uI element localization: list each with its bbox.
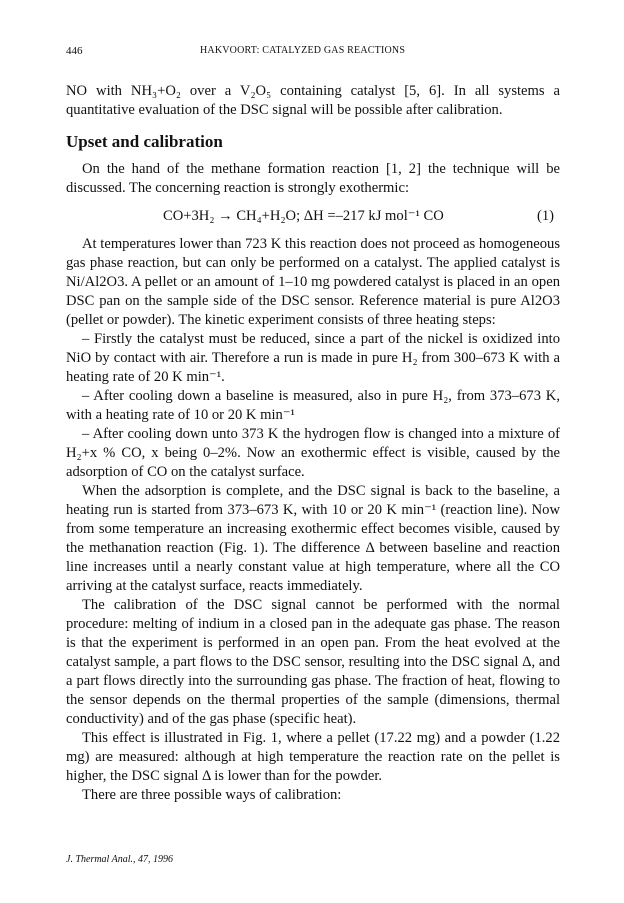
body-text [66, 82, 560, 805]
paragraph-catalyst: At temperatures lower than 723 K this reaction does not proceed as homogeneous gas phase reaction, but can only be performed on a catalyst. The applied catalyst is Ni/Al2O3. A pellet or an amount of 1–10 mg powdered catalyst is placed in an open DSC pan on the sample side of the DSC sensor. Reference material is pure Al2O3 (pellet or powder). The kinetic experiment consists of three heating steps: [66, 236, 560, 328]
paragraph-calibration: The calibration of the DSC signal cannot be performed with the normal procedure: melting of indium in a closed pan in the adequate gas phase. The reason is that the experiment is performed in an open pan. From the heat evolved at the catalyst sample, a part flows to the DSC sensor, resulting into the DSC signal Δ, and a part flows directly into the surrounding gas phase. The fraction of heat, flowing to the sensor depends on the thermal properties of the sample (dimensions, thermal conductivity) and of the gas phase (specific heat). [66, 597, 560, 727]
paragraph-continued: NO with NH₃+O₂ over a V₂O₅ containing catalyst [5, 6]. In all systems a quantitative evaluation of the DSC signal will be possible after calibration. [66, 83, 560, 118]
section-heading: Upset and calibration [66, 132, 223, 151]
paragraph-intro: On the hand of the methane formation reaction [1, 2] the technique will be discussed. The concerning reaction is strongly exothermic: [66, 161, 560, 196]
paragraph-calibration-ways: There are three possible ways of calibration: [82, 787, 342, 803]
paragraph-fig-1-effect: This effect is illustrated in Fig. 1, where a pellet (17.22 mg) and a powder (1.22 mg) are measured: although at high temperature the reaction rate on the pellet is higher, the DSC signal Δ is lower than for the powder. [66, 730, 560, 784]
page-number: 446 [66, 45, 83, 57]
running-head: HAKVOORT: CATALYZED GAS REACTIONS [200, 45, 406, 56]
equation-number: (1) [536, 208, 554, 224]
equation-1 [66, 205, 560, 227]
paragraph-step-1: – Firstly the catalyst must be reduced, since a part of the nickel is oxidized into NiO by contact with air. Therefore a run is made in pure H₂ from 300–673 K with a heating rate of 20 K min⁻¹. [66, 331, 560, 385]
paragraph-reaction-line: When the adsorption is complete, and the DSC signal is back to the baseline, a heating run is started from 373–673 K, with 10 or 20 K min⁻¹ (reaction line). Now from some temperature an increasing exothermic effect becomes visible, caused by the methanation reaction (Fig. 1). The difference Δ between baseline and reaction line increases until a nearly constant value at high temperature, where all the CO arriving at the catalyst surface, reacts immediately. [66, 483, 560, 594]
paragraph-step-2: – After cooling down a baseline is measured, also in pure H₂, from 373–673 K, with a heating rate of 10 or 20 K min⁻¹ [66, 388, 560, 423]
equation-text: CO+3H₂ → CH₄+H₂O; ΔH =–217 kJ mol⁻¹ CO [163, 208, 444, 224]
paragraph-step-3: – After cooling down unto 373 K the hydrogen flow is changed into a mixture of H₂+x % CO, x being 0–2%. Now an exothermic effect is visible, caused by the adsorption of CO on the catalyst surface. [66, 426, 560, 480]
journal-citation: J. Thermal Anal., 47, 1996 [66, 854, 174, 865]
